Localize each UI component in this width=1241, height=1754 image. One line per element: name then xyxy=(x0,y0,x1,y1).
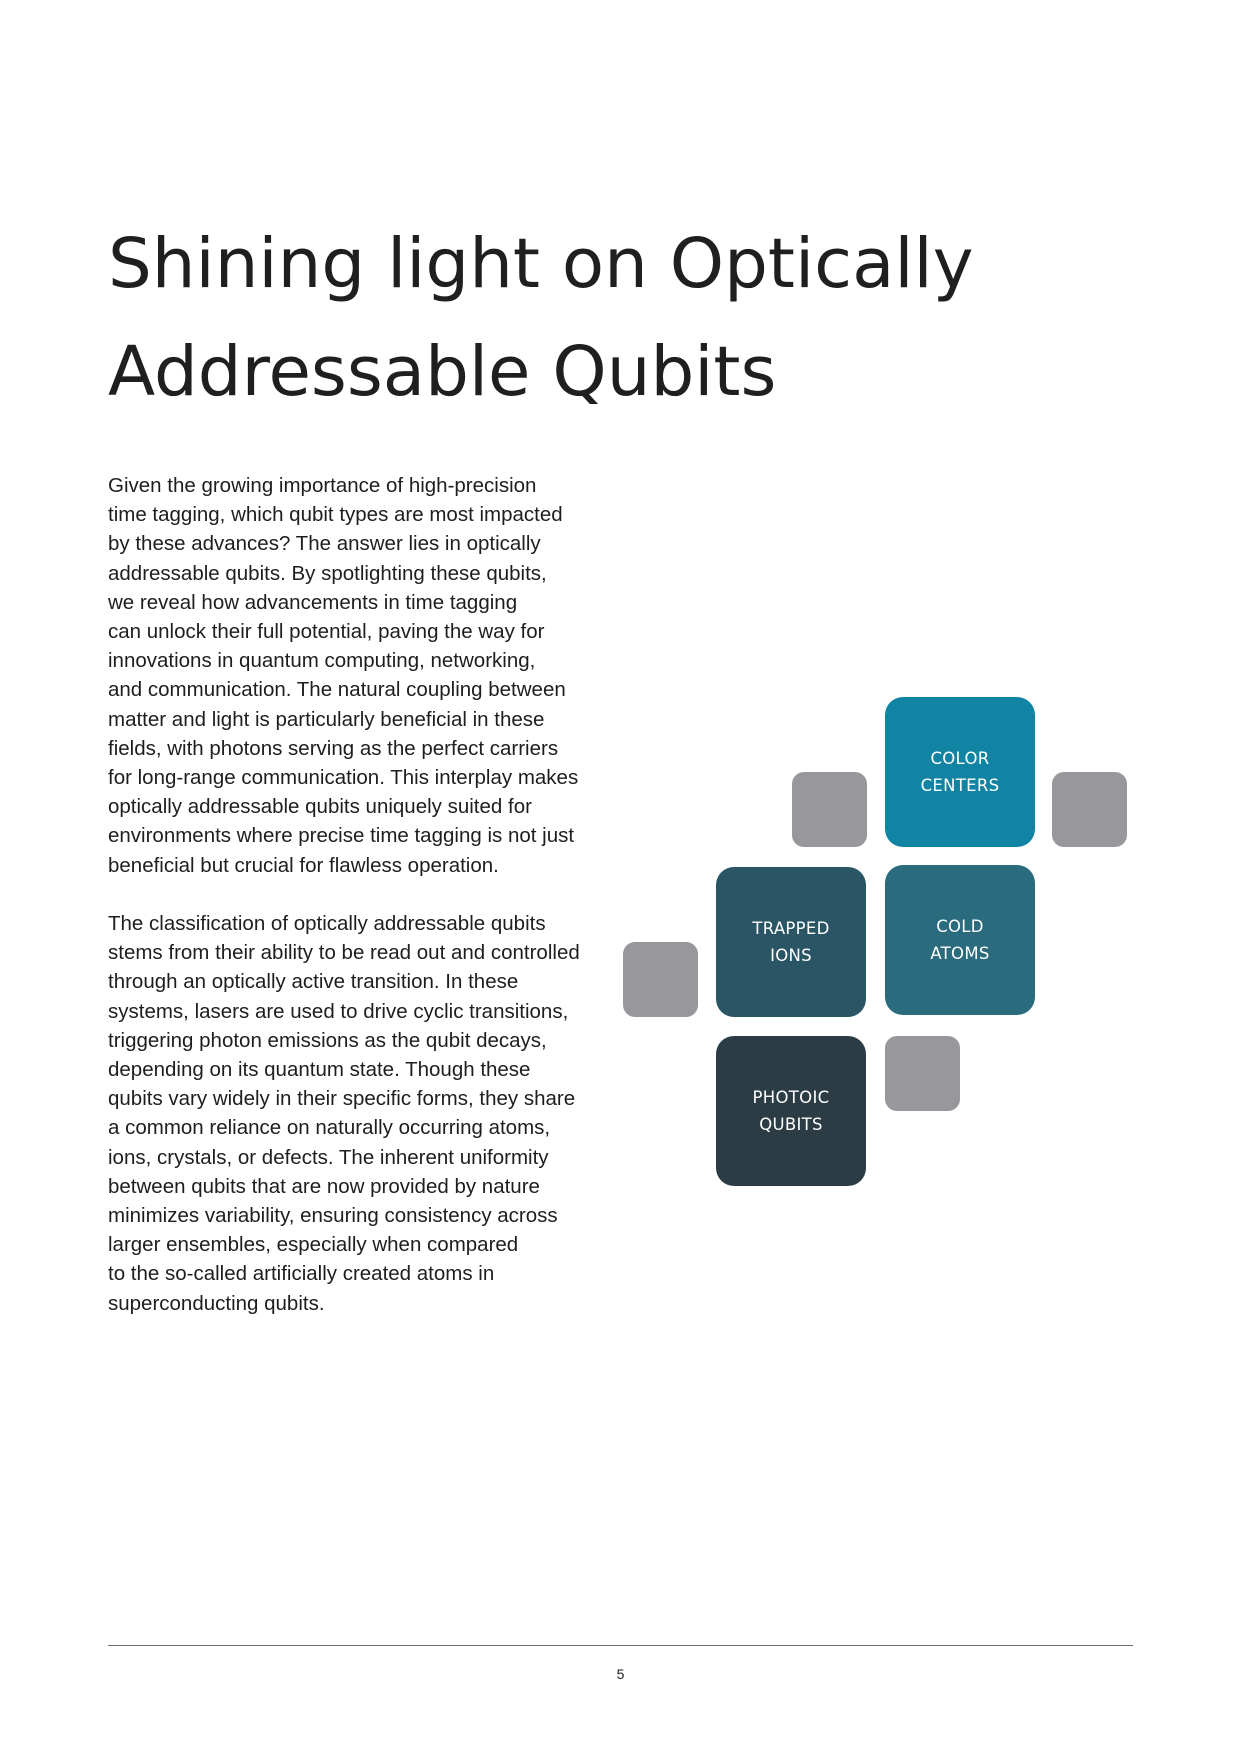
paragraph-line: through an optically active transition. In these xyxy=(108,970,519,994)
paragraph-line: triggering photon emissions as the qubit decays, xyxy=(108,1028,547,1052)
tile-cold-atoms-line-2: ATOMS xyxy=(930,944,990,963)
gray-square-1 xyxy=(792,772,867,847)
paragraph-line: optically addressable qubits uniquely suited for xyxy=(108,795,532,819)
body-text xyxy=(108,471,628,1318)
gray-square-3 xyxy=(623,942,698,1017)
paragraph-line: by these advances? The answer lies in optically xyxy=(108,532,541,556)
paragraph-line: environments where precise time tagging is not just xyxy=(108,824,575,848)
gray-square-2 xyxy=(1052,772,1127,847)
paragraph-line: fields, with photons serving as the perfect carriers xyxy=(108,736,559,760)
page-title-line-1: Shining light on Optically xyxy=(108,224,974,304)
tile-photoic-qubits-line-2: QUBITS xyxy=(759,1115,823,1134)
paragraph-line: addressable qubits. By spotlighting these qubits, xyxy=(108,561,547,585)
paragraph-line: ions, crystals, or defects. The inherent uniformity xyxy=(108,1145,549,1169)
tile-trapped-ions-line-1: TRAPPED xyxy=(752,919,830,938)
paragraph-line: between qubits that are now provided by nature xyxy=(108,1174,540,1198)
paragraph-line: superconducting qubits. xyxy=(108,1291,325,1315)
paragraph-line: depending on its quantum state. Though these xyxy=(108,1058,531,1082)
tile-trapped-ions xyxy=(716,867,866,1017)
tile-color-centers-line-2: CENTERS xyxy=(920,776,1000,795)
tile-color-centers xyxy=(885,697,1035,847)
gray-square-4 xyxy=(885,1036,960,1111)
tile-photoic-qubits xyxy=(716,1036,866,1186)
paragraph-line: for long-range communication. This interplay makes xyxy=(108,766,579,790)
paragraph-2 xyxy=(108,909,628,1318)
paragraph-line: matter and light is particularly beneficial in these xyxy=(108,707,545,731)
tile-cold-atoms-line-1: COLD xyxy=(936,917,984,936)
page-number: 5 xyxy=(616,1666,625,1682)
tile-photoic-qubits-line-1: PHOTOIC xyxy=(752,1088,830,1107)
paragraph-line: qubits vary widely in their specific forms, they share xyxy=(108,1087,576,1111)
paragraph-line: Given the growing importance of high-precision xyxy=(108,474,537,497)
tile-cold-atoms xyxy=(885,865,1035,1015)
paragraph-line: to the so-called artificially created atoms in xyxy=(108,1262,495,1286)
paragraph-line: stems from their ability to be read out and controlled xyxy=(108,941,580,965)
paragraph-line: a common reliance on naturally occurring atoms, xyxy=(108,1116,551,1140)
paragraph-line: minimizes variability, ensuring consistency across xyxy=(108,1204,558,1228)
paragraph-line: larger ensembles, especially when compared xyxy=(108,1233,519,1257)
page-title xyxy=(108,210,1148,426)
paragraph-line: The classification of optically addressable qubits xyxy=(108,912,546,936)
paragraph-line: beneficial but crucial for flawless operation. xyxy=(108,853,499,877)
paragraph-line: systems, lasers are used to drive cyclic transitions, xyxy=(108,999,569,1023)
paragraph-line: can unlock their full potential, paving the way for xyxy=(108,620,545,644)
tile-trapped-ions-line-2: IONS xyxy=(770,946,812,965)
paragraph-line: and communication. The natural coupling between xyxy=(108,678,566,702)
footer-divider xyxy=(108,1645,1133,1646)
paragraph-line: time tagging, which qubit types are most impacted xyxy=(108,503,563,527)
paragraph-gap xyxy=(108,880,628,909)
paragraph-line: we reveal how advancements in time tagging xyxy=(108,590,518,614)
tile-color-centers-line-1: COLOR xyxy=(930,749,990,768)
paragraph-1 xyxy=(108,471,628,880)
page-title-line-2: Addressable Qubits xyxy=(108,332,777,412)
paragraph-line: innovations in quantum computing, networking, xyxy=(108,649,536,673)
